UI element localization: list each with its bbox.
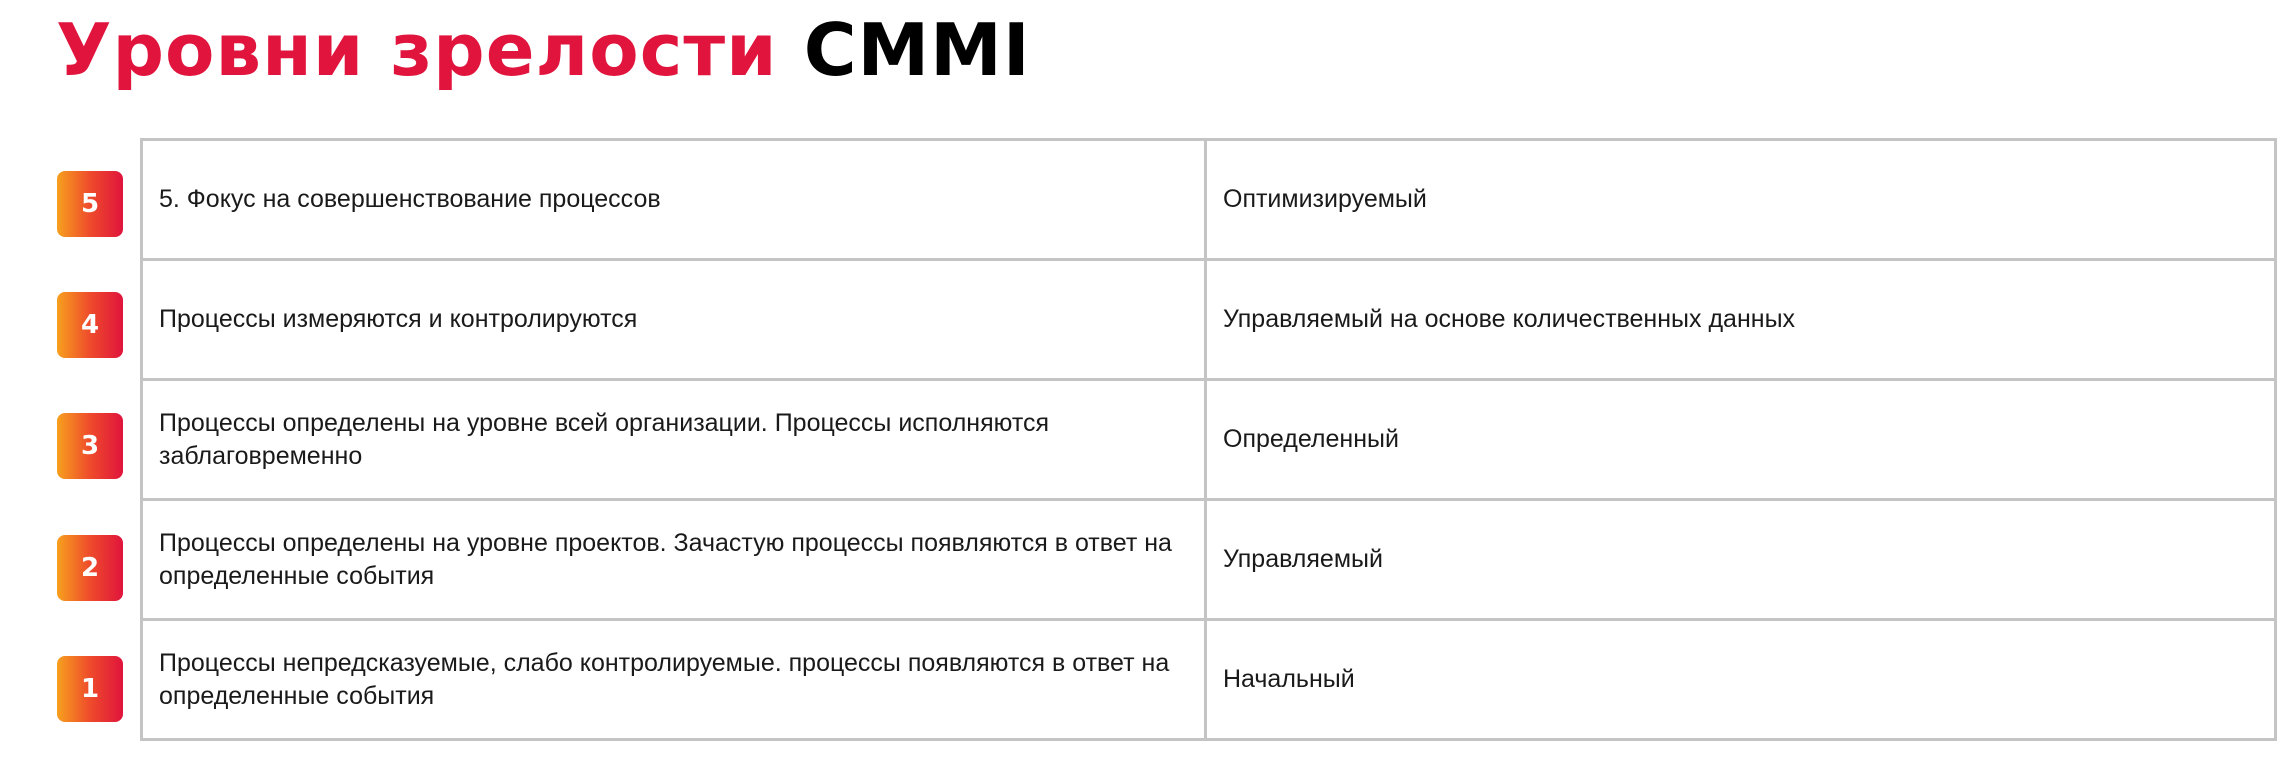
- level-name: Определенный: [1206, 380, 2276, 500]
- level-badge-3: 3: [57, 413, 123, 479]
- level-name: Оптимизируемый: [1206, 140, 2276, 260]
- table-row: [142, 380, 2276, 500]
- level-description: Процессы непредсказуемые, слабо контролируемые. процессы появляются в ответ на определенные события: [142, 620, 1206, 740]
- level-description: Процессы определены на уровне проектов. Зачастую процессы появляются в ответ на определенные события: [142, 500, 1206, 620]
- title-accent: Уровни зрелости: [56, 8, 778, 92]
- level-badge-1: 1: [57, 656, 123, 722]
- table-row: [142, 140, 2276, 260]
- level-description: Процессы определены на уровне всей организации. Процессы исполняются заблаговременно: [142, 380, 1206, 500]
- level-description: 5. Фокус на совершенствование процессов: [142, 140, 1206, 260]
- page-title: [56, 6, 1031, 94]
- table-row: [142, 620, 2276, 740]
- title-plain: CMMI: [803, 8, 1031, 92]
- table-row: [142, 260, 2276, 380]
- table-row: [142, 500, 2276, 620]
- level-badge-5: 5: [57, 171, 123, 237]
- maturity-levels-table: [140, 138, 2277, 741]
- level-badge-2: 2: [57, 535, 123, 601]
- level-badge-4: 4: [57, 292, 123, 358]
- level-description: Процессы измеряются и контролируются: [142, 260, 1206, 380]
- level-name: Управляемый: [1206, 500, 2276, 620]
- level-name: Начальный: [1206, 620, 2276, 740]
- level-name: Управляемый на основе количественных данных: [1206, 260, 2276, 380]
